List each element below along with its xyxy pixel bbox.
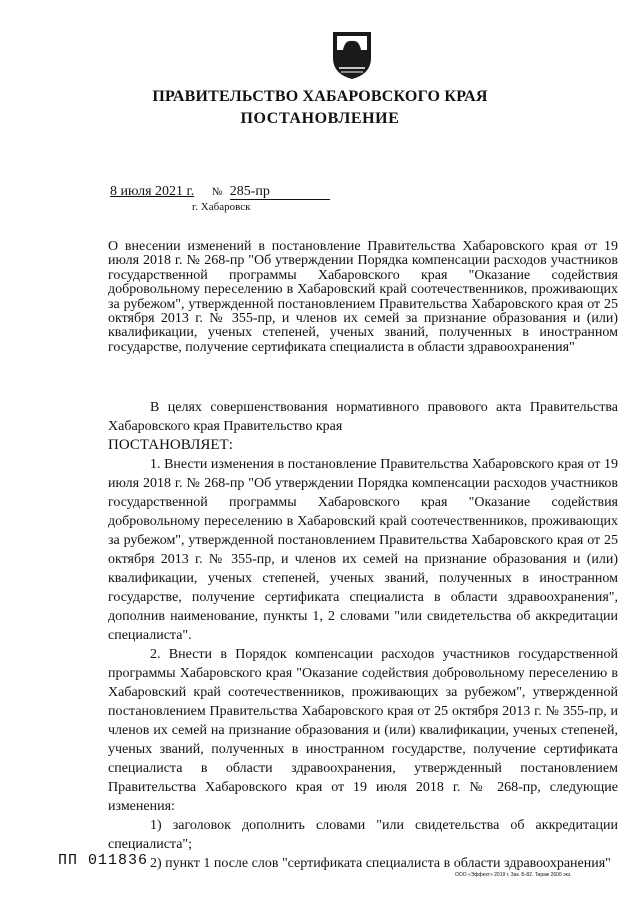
date-number-line [110,184,330,200]
form-serial-number: ПП 011836 [58,852,149,869]
document-subject: О внесении изменений в постановление Правительства Хабаровского края от 19 июля 2018 г. № 268-пр "Об утверждении Порядка компенсации расходов участников государственной программы Хабаровского края "Оказание содействия добровольному переселению в Хабаровский край соотечественников, проживающих за рубежом", утвержденной постановлением Правительства Хабаровского края от 25 октября 2013 г. № 355-пр, и членов их семей за признание образования и (или) квалификации, ученых степеней, ученых званий, полученных в иностранном государстве, получение сертификата специалиста в области здравоохранения" [108,239,618,355]
document-number: 285-пр [230,185,330,200]
item-1: 1. Внести изменения в постановление Правительства Хабаровского края от 19 июля 2018 г. № 268-пр "Об утверждении Порядка компенсации расходов участников государственной программы Хабаровского края "Оказание содействия добровольному переселению в Хабаровский край соотечественников, проживающих за рубежом", утвержденной постановлением Правительства Хабаровского края от 25 октября 2013 г. № 355-пр, и членов их семей на признание образования и (или) квалификации, ученых степеней, ученых званий, полученных в иностранном государстве, получение сертификата специалиста в области здравоохранения", дополнив наименование, пункты 1, 2 словами "или свидетельства об аккредитации специалиста". [108,457,618,643]
number-sign: № [211,186,223,198]
item-2: 2. Внести в Порядок компенсации расходов участников государственной программы Хабаровского края "Оказание содействия добровольному переселению в Хабаровский край соотечественников, проживающих за рубежом", утвержденной постановлением Правительства Хабаровского края от 25 октября 2013 г. № 355-пр, и членов их семей на признание образования и (или) квалификации, ученых степеней, ученых званий, полученных в иностранном государстве, получение сертификата специалиста в области здравоохранения, утвержденный постановлением Правительства Хабаровского края от 19 июля 2018 г. № 268-пр, следующие изменения: [108,647,618,814]
coat-of-arms-icon [331,28,373,80]
subitem-1: 1) заголовок дополнить словами "или свидетельства об аккредитации специалиста"; [108,818,618,852]
printer-imprint: ООО «Эффект» 2019 г. Зак. Б-82. Тираж 2600 экз. [455,872,572,878]
government-title: ПРАВИТЕЛЬСТВО ХАБАРОВСКОГО КРАЯ [152,88,488,105]
document-type: ПОСТАНОВЛЕНИЕ [240,110,400,127]
document-date: 8 июля 2021 г. [110,184,195,199]
preamble: В целях совершенствования нормативного правового акта Правительства Хабаровского края Правительство края [108,400,618,434]
decree-word: ПОСТАНОВЛЯЕТ: [108,437,233,453]
document-body [108,398,618,873]
subitem-2: 2) пункт 1 после слов "сертификата специалиста в области здравоохранения" [150,856,611,871]
city: г. Хабаровск [192,201,251,213]
